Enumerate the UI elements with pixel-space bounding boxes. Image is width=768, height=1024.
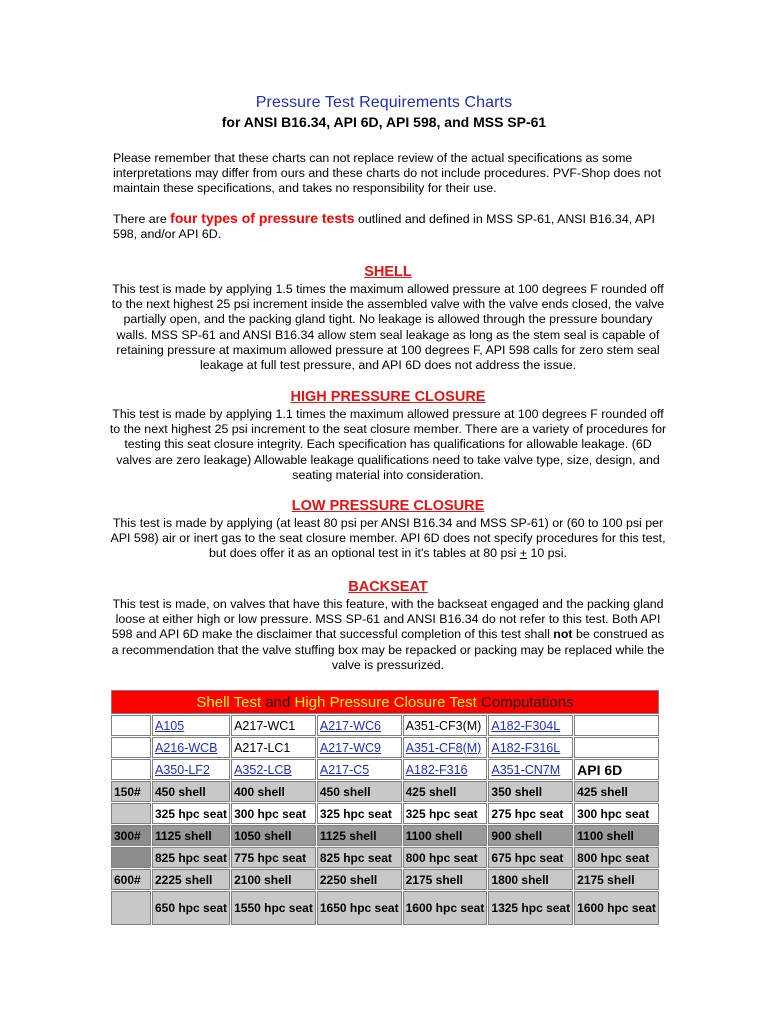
shell-pressure-cell: 2250 shell — [317, 869, 402, 890]
empty-label-cell — [111, 715, 151, 736]
shell-pressure-row — [111, 781, 659, 802]
material-link[interactable]: A350-LF2 — [155, 762, 210, 777]
material-cell — [403, 737, 488, 758]
material-cell — [574, 759, 659, 780]
seat-pressure-cell: 650 hpc seat — [152, 891, 230, 925]
section-shell — [108, 264, 668, 373]
section-heading-hpc: HIGH PRESSURE CLOSURE — [290, 389, 486, 405]
shell-pressure-cell: 1100 shell — [574, 825, 659, 846]
table-header-cell — [111, 690, 659, 714]
seat-pressure-cell: 800 hpc seat — [403, 847, 488, 868]
section-high-pressure-closure — [108, 389, 668, 483]
shell-pressure-cell: 450 shell — [152, 781, 230, 802]
page-title: Pressure Test Requirements Charts — [255, 94, 513, 111]
material-row — [111, 715, 659, 736]
material-cell — [317, 715, 402, 736]
shell-pressure-cell: 2175 shell — [574, 869, 659, 890]
material-cell — [488, 759, 573, 780]
shell-pressure-cell: 1100 shell — [403, 825, 488, 846]
material-link[interactable]: A217-WC6 — [319, 718, 381, 733]
shell-pressure-cell: 350 shell — [488, 781, 573, 802]
pressure-class-label: 600# — [111, 869, 151, 890]
seat-pressure-cell: 1325 hpc seat — [488, 891, 573, 925]
seat-pressure-cell: 825 hpc seat — [152, 847, 230, 868]
shell-pressure-cell: 1800 shell — [488, 869, 573, 890]
material-link[interactable]: A182-F316 — [405, 762, 468, 777]
shell-pressure-cell: 1125 shell — [152, 825, 230, 846]
section-low-pressure-closure — [108, 498, 668, 562]
material-cell — [317, 737, 402, 758]
seat-pressure-cell: 325 hpc seat — [317, 803, 402, 824]
material-link[interactable]: A105 — [155, 718, 185, 733]
shell-pressure-cell: 2175 shell — [403, 869, 488, 890]
material-link[interactable]: A351-CF8(M) — [405, 740, 482, 755]
material-cell — [231, 759, 316, 780]
seat-pressure-cell: 300 hpc seat — [231, 803, 316, 824]
shell-pressure-row — [111, 869, 659, 890]
shell-pressure-cell: 900 shell — [488, 825, 573, 846]
types-highlight: four types of pressure tests — [170, 210, 355, 226]
plus-minus-sign: + — [519, 546, 527, 561]
shell-pressure-cell: 1050 shell — [231, 825, 316, 846]
material-cell — [574, 737, 659, 758]
types-suffix: outlined and defined in MSS SP-61, ANSI B16.34, API 598, and/or API 6D. — [113, 212, 655, 242]
header-and-1: and — [261, 693, 295, 711]
seat-pressure-cell: 275 hpc seat — [488, 803, 573, 824]
seat-pressure-row — [111, 847, 659, 868]
section-backseat — [108, 579, 668, 673]
shell-pressure-cell: 2225 shell — [152, 869, 230, 890]
section-heading-lpc: LOW PRESSURE CLOSURE — [291, 498, 485, 514]
shell-pressure-cell: 1125 shell — [317, 825, 402, 846]
material-cell — [152, 737, 230, 758]
shell-pressure-cell: 425 shell — [574, 781, 659, 802]
material-label: A217-LC1 — [234, 740, 291, 755]
material-cell — [488, 737, 573, 758]
seat-pressure-cell: 800 hpc seat — [574, 847, 659, 868]
section-body-backseat — [108, 597, 668, 673]
seat-pressure-cell: 325 hpc seat — [403, 803, 488, 824]
lpc-body-part-a: This test is made by applying (at least 80 psi per ANSI B16.34 and MSS SP-61) or (60 to 100 psi per API 598) air or inert gas to the seat closure member. API 6D does not specify procedures for this test, but does offer it as an optional test in it's tables at 80 psi — [110, 516, 666, 561]
header-shell-test: Shell Test — [196, 693, 262, 711]
seat-pressure-cell: 825 hpc seat — [317, 847, 402, 868]
seat-pressure-cell: 1600 hpc seat — [574, 891, 659, 925]
section-body-shell: This test is made by applying 1.5 times the maximum allowed pressure at 100 degrees F rounded off to the next highest 25 psi increment inside the assembled valve with the valve ends closed, the valve partially open, and the packing gland tight. No leakage is allowed through the pressure boundary walls. MSS SP-61 and ANSI B16.34 allow stem seal leakage as long as the stem seal is capable of retaining pressure at maximum allowed pressure at 100 degrees F, API 598 calls for zero stem seal leakage at full test pressure, and API 6D does not address the issue. — [111, 282, 665, 373]
test-types-paragraph — [113, 211, 661, 242]
seat-pressure-row — [111, 891, 659, 925]
api-6d-label: API 6D — [577, 761, 623, 778]
header-hpc-test: High Pressure Closure Test — [294, 693, 477, 711]
material-cell — [488, 715, 573, 736]
material-link[interactable]: A352-LCB — [234, 762, 292, 777]
shell-pressure-cell: 2100 shell — [231, 869, 316, 890]
material-label: A351-CF3(M) — [405, 718, 482, 733]
pressure-class-label: 150# — [111, 781, 151, 802]
section-body-hpc: This test is made by applying 1.1 times the maximum allowed pressure at 100 degrees F rounded off to the next highest 25 psi increment to the seat closure member. There are a variety of procedures for testing this seat closure integrity. Each specification has qualifications for allowable leakage. (6D valves are zero leakage) Allowable leakage qualifications need to take valve type, size, design, and seating material into consideration. — [109, 407, 667, 482]
material-link[interactable]: A217-WC9 — [319, 740, 381, 755]
material-link[interactable]: A182-F316L — [491, 740, 561, 755]
empty-label-cell — [111, 803, 151, 824]
material-row — [111, 759, 659, 780]
types-prefix: There are — [113, 212, 171, 226]
empty-label-cell — [111, 759, 151, 780]
material-cell — [152, 759, 230, 780]
shell-pressure-row — [111, 825, 659, 846]
section-body-lpc — [108, 516, 668, 562]
backseat-not-emphasis: not — [553, 627, 573, 642]
material-link[interactable]: A217-C5 — [319, 762, 370, 777]
seat-pressure-cell: 775 hpc seat — [231, 847, 316, 868]
material-cell — [152, 715, 230, 736]
seat-pressure-cell: 675 hpc seat — [488, 847, 573, 868]
section-heading-backseat: BACKSEAT — [348, 579, 428, 595]
intro-paragraph: Please remember that these charts can not replace review of the actual specifications as some interpretations may differ from ours and these charts do not include procedures. PVF-Shop does not maintain these specifications, and takes no responsibility for their use. — [113, 151, 662, 196]
material-cell — [403, 759, 488, 780]
material-cell — [574, 715, 659, 736]
section-heading-shell: SHELL — [364, 264, 412, 280]
material-link[interactable]: A351-CN7M — [491, 762, 561, 777]
seat-pressure-cell: 300 hpc seat — [574, 803, 659, 824]
seat-pressure-cell: 1650 hpc seat — [317, 891, 402, 925]
seat-pressure-cell: 325 hpc seat — [152, 803, 230, 824]
empty-label-cell — [111, 891, 151, 925]
shell-pressure-cell: 450 shell — [317, 781, 402, 802]
material-cell — [231, 737, 316, 758]
material-cell — [403, 715, 488, 736]
empty-label-cell — [111, 737, 151, 758]
material-link[interactable]: A216-WCB — [155, 740, 218, 755]
shell-pressure-cell: 400 shell — [231, 781, 316, 802]
material-cell — [231, 715, 316, 736]
shell-pressure-cell: 425 shell — [403, 781, 488, 802]
lpc-body-part-b: 10 psi. — [527, 546, 567, 561]
seat-pressure-row — [111, 803, 659, 824]
pressure-computation-table — [110, 689, 660, 926]
seat-pressure-cell: 1550 hpc seat — [231, 891, 316, 925]
table-header-row — [111, 690, 659, 714]
backseat-body-part-b: be construed as a recommendation that the valve stuffing box may be repacked or packing may be replaced while the valve is pressurized. — [111, 627, 665, 672]
pressure-class-label: 300# — [111, 825, 151, 846]
seat-pressure-cell: 1600 hpc seat — [403, 891, 488, 925]
material-row — [111, 737, 659, 758]
header-computations: Computations — [476, 693, 574, 711]
material-link[interactable]: A182-F304L — [491, 718, 561, 733]
material-label: A217-WC1 — [234, 718, 296, 733]
material-cell — [317, 759, 402, 780]
empty-label-cell — [111, 847, 151, 868]
page-subtitle: for ANSI B16.34, API 6D, API 598, and MSS SP-61 — [221, 114, 547, 130]
backseat-body-part-a: This test is made, on valves that have this feature, with the backseat engaged and the packing gland loose at either high or low pressure. MSS SP-61 and ANSI B16.34 do not refer to this test. Both API 598 and API 6D make the disclaimer that successful completion of this test shall — [111, 597, 664, 642]
